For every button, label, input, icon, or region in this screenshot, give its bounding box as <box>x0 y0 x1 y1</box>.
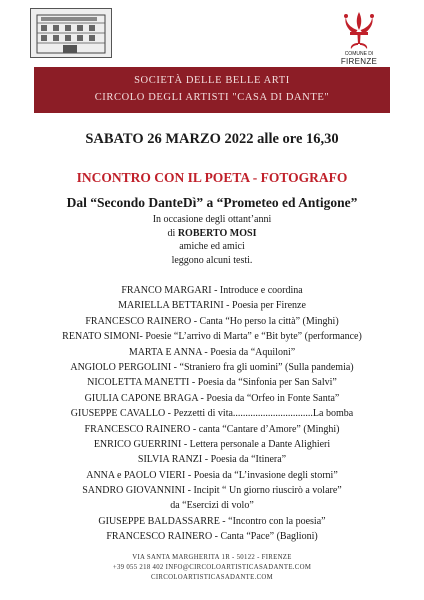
program-item: MARIELLA BETTARINI - Poesia per Firenze <box>118 300 306 312</box>
society-name: SOCIETÀ DELLE BELLE ARTI <box>134 75 290 86</box>
intro-poet-prefix: di <box>167 227 178 239</box>
program-item: FRANCESCO RAINERO - Canta “Pace” (Baglioni) <box>106 531 318 543</box>
intro-line-poet <box>0 227 424 241</box>
intro-text <box>0 213 424 267</box>
program-item: MARTA E ANNA - Poesia da “Aquiloni” <box>128 346 296 358</box>
poet-name: ROBERTO MOSI <box>177 227 257 239</box>
event-title: INCONTRO CON IL POETA - FOTOGRAFO <box>76 170 348 185</box>
building-engraving-icon <box>31 9 111 57</box>
intro-line-readings: leggono alcuni testi. <box>171 254 253 266</box>
program-item: SANDRO GIOVANNINI - Incipit “ Un giorno riuscirò a volare” <box>82 485 342 497</box>
program-item: RENATO SIMONI- Poesie “L’arrivo di Marta” e “Bit byte” (performance) <box>62 331 362 343</box>
intro-line-occasion: In occasione degli ottant’anni <box>152 214 272 225</box>
logo-comune-text: COMUNE DI <box>344 51 374 57</box>
program-item: GIULIA CAPONE BRAGA - Poesia da “Orfeo in Fonte Santa” <box>84 392 340 404</box>
program-item: FRANCESCO RAINERO - canta “Cantare d’Amore” (Minghi) <box>84 423 340 435</box>
footer <box>0 553 424 583</box>
program-item: NICOLETTA MANETTI - Poesia da “Sinfonia per San Salvi” <box>87 377 337 389</box>
event-date: SABATO 26 MARZO 2022 alle ore 16,30 <box>85 131 339 147</box>
florentine-lily-icon <box>339 10 379 50</box>
program-item: ANGIOLO PERGOLINI - “Straniero fra gli uomini” (Sulla pandemia) <box>70 361 354 373</box>
program-item: GIUSEPPE CAVALLO - Pezzetti di vita................................La bomba <box>70 408 354 420</box>
footer-address: VIA SANTA MARGHERITA 1R - 50122 - FIRENZE <box>132 554 292 561</box>
program-item: GIUSEPPE BALDASSARRE - “Incontro con la poesia” <box>98 515 326 527</box>
program-list <box>0 283 424 545</box>
intro-line-friends: amiche ed amici <box>179 241 245 252</box>
circle-name: CIRCOLO DEGLI ARTISTI "CASA DI DANTE" <box>94 92 330 103</box>
event-subtitle: Dal “Secondo DanteDì” a “Prometeo ed Antigone” <box>66 195 358 210</box>
program-item: ENRICO GUERRINI - Lettera personale a Dante Alighieri <box>93 438 331 450</box>
program-item: FRANCO MARGARI - Introduce e coordina <box>121 285 303 296</box>
logo-firenze-text: FIRENZE <box>340 57 378 66</box>
program-item: FRANCESCO RAINERO - Canta “Ho perso la città” (Minghi) <box>85 315 339 327</box>
society-banner <box>34 67 390 113</box>
casa-di-dante-logo <box>30 8 112 58</box>
footer-website: CIRCOLOARTISTICASADANTE.COM <box>151 574 273 581</box>
program-item: ANNA e PAOLO VIERI - Poesia da “L’invasione degli storni” <box>86 469 338 481</box>
comune-di-firenze-logo <box>330 10 388 66</box>
footer-contacts: +39 055 218 402 INFO@CIRCOLOARTISTICASADANTE.COM <box>112 564 312 571</box>
program-item: SILVIA RANZI - Poesia da “Itinera” <box>137 454 287 466</box>
program-item: da “Esercizi di volo” <box>170 500 254 512</box>
